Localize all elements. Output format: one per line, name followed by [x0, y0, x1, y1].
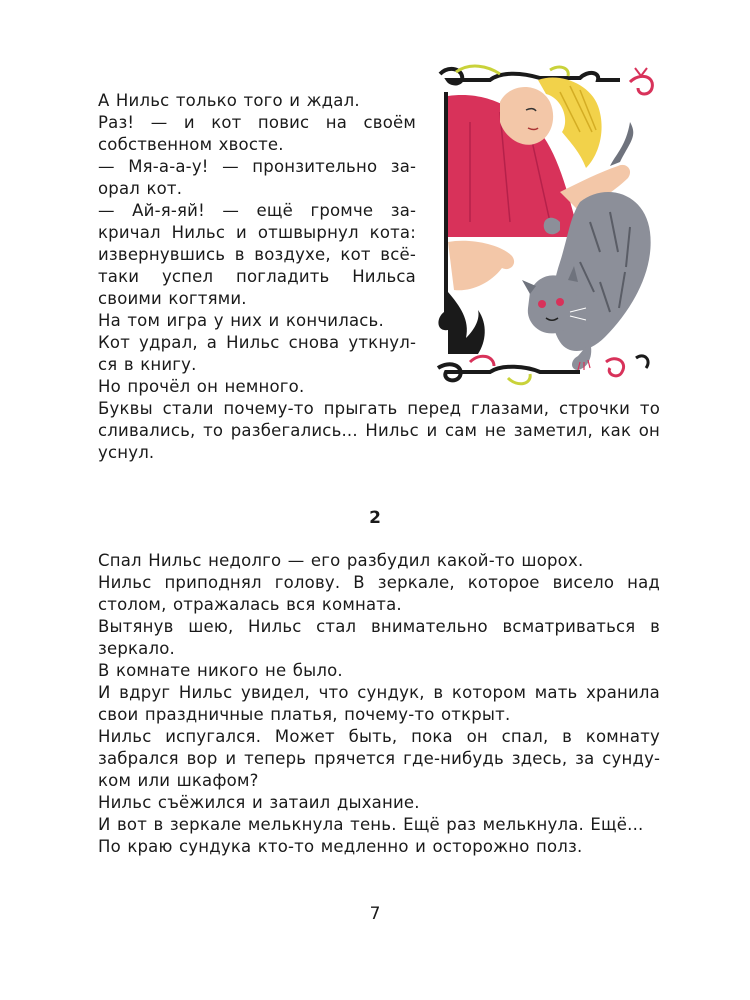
paragraph: Раз! — и кот повис на своём собственном хвосте.	[98, 113, 416, 154]
paragraph: — Ай-я-яй! — ещё громче закричал Нильс и отшвырнул кота: извернувшись в воздухе, кот всё-таки успел погладить Нильса своими когтями.	[98, 201, 416, 308]
paragraph: Вытянув шею, Нильс стал внимательно всматриваться в зеркало.	[98, 617, 660, 658]
paragraph: Буквы стали почему-то прыгать перед глазами, строчки то сливались, то разбегались... Нильс и сам не заметил, как он уснул.	[98, 399, 660, 462]
page-number: 7	[369, 904, 381, 924]
boy-with-cat-illustration	[430, 62, 670, 392]
paragraph: Но прочёл он немного.	[98, 377, 305, 396]
paragraph: Нильс приподнял голову. В зеркале, которое висело над столом, отражалась вся комната.	[98, 573, 660, 614]
paragraph: А Нильс только того и ждал.	[98, 91, 360, 110]
paragraph: Спал Нильс недолго — его разбудил какой-то шорох.	[98, 551, 584, 570]
paragraph: Нильс съёжился и затаил дыхание.	[98, 793, 420, 812]
paragraph: И вдруг Нильс увидел, что сундук, в котором мать хранила свои праздничные платья, почему-то открыт.	[98, 683, 660, 724]
boy-second-hand	[448, 241, 514, 291]
paragraph: Кот удрал, а Нильс снова уткнулся в книгу.	[98, 333, 416, 374]
cat-eye	[538, 300, 546, 308]
paragraph: На том игра у них и кончилась.	[98, 311, 384, 330]
paragraph: По краю сундука кто-то медленно и осторожно полз.	[98, 837, 583, 856]
wide-text-block	[98, 398, 660, 464]
chapter-heading: 2	[369, 508, 381, 528]
cat-head	[528, 275, 578, 333]
chapter-text-column	[98, 550, 660, 858]
paragraph: — Мя-а-а-у! — пронзительно заорал кот.	[98, 157, 416, 198]
top-text-column	[98, 90, 416, 398]
cat-tail	[610, 122, 633, 166]
paragraph: И вот в зеркале мелькнула тень. Ещё раз мелькнула. Ещё...	[98, 815, 644, 834]
paragraph: В комнате никого не было.	[98, 661, 343, 680]
left-border	[438, 92, 448, 330]
bottom-ornament	[438, 356, 648, 384]
paragraph: Нильс испугался. Может быть, пока он спал, в комнату забрался вор и теперь прячется где-нибудь здесь, за сундуком или шкафом?	[98, 727, 660, 790]
